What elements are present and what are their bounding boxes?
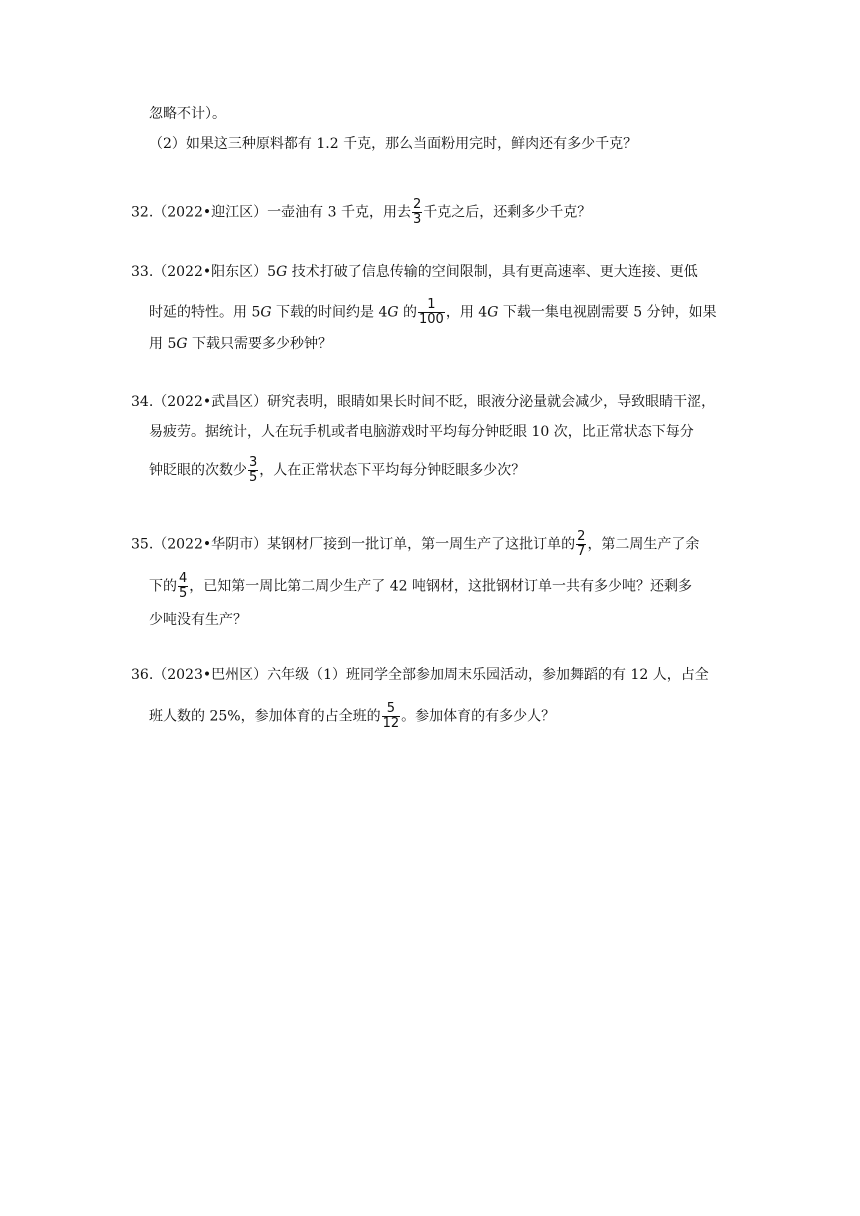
- question-34-line-2: 易疲劳。据统计，人在玩手机或者电脑游戏时平均每分钟眨眼 10 次，比正常状态下每分: [149, 424, 694, 440]
- q34-l3a: 钟眨眼的次数少: [149, 462, 247, 479]
- q36-fraction: [382, 702, 401, 731]
- question-33-line-3: [149, 334, 332, 354]
- q31-part-2: （2）如果这三种原料都有 1.2 千克，那么当面粉用完时，鲜肉还有多少千克？: [149, 136, 638, 152]
- q35-frac2-den: 5: [179, 586, 188, 601]
- question-33-line-1: [131, 262, 698, 282]
- question-35-line-1: [131, 530, 699, 559]
- q34-fraction: [248, 456, 258, 485]
- q33-g4: G: [176, 336, 188, 352]
- q34-frac-den: 5: [249, 470, 258, 485]
- q33-l3b: 下载只需要多少秒钟？: [187, 336, 332, 352]
- q33-frac-num: 1: [427, 297, 436, 312]
- question-34-line-1: 34.（2022•武昌区）研究表明，眼睛如果长时间不眨，眼液分泌量就会减少，导致眼睛干涩，: [131, 394, 716, 410]
- q33-g3: G: [487, 304, 499, 321]
- q35-l2a: 下的: [149, 578, 177, 595]
- q35-l1a: 35.（2022•华阴市）某钢材厂接到一批订单，第一周生产了这批订单的: [131, 536, 576, 553]
- q32-text-a: 32.（2022•迎江区）一壶油有 3 千克，用去: [131, 204, 411, 221]
- q33-frac-den: 100: [419, 312, 444, 327]
- q33-l2e: 下载一集电视剧需要 5 分钟，如果: [498, 304, 717, 321]
- q32-text-b: 千克之后，还剩多少千克？: [423, 204, 592, 221]
- question-35-line-3: 少吨没有生产？: [149, 612, 247, 628]
- q33-l3a: 用 5: [149, 336, 177, 352]
- q36-l2b: 。参加体育的有多少人？: [401, 708, 556, 725]
- q35-frac1-num: 2: [577, 529, 586, 544]
- q33-l2c: 的: [398, 304, 417, 321]
- q35-l1b: ，第二周生产了余: [587, 536, 700, 553]
- q33-l2d: ，用 4: [445, 304, 488, 321]
- q33-l1b: 技术打破了信息传输的空间限制，具有更高速率、更大连接、更低: [287, 264, 698, 280]
- q34-l3b: ，人在正常状态下平均每分钟眨眼多少次？: [259, 462, 526, 479]
- q36-frac-den: 12: [382, 716, 400, 731]
- q31-line-1: 忽略不计）。: [149, 106, 226, 122]
- q33-fraction: [418, 298, 445, 327]
- q35-fraction-1: [576, 530, 586, 559]
- q33-g: G: [276, 264, 288, 280]
- q33-l1: 33.（2022•阳东区）5: [131, 264, 277, 280]
- question-36-line-1: 36.（2023•巴州区）六年级（1）班同学全部参加周末乐园活动，参加舞蹈的有 12 人，占全: [131, 667, 709, 683]
- q36-frac-num: 5: [386, 701, 395, 716]
- q32-frac-num: 2: [412, 197, 422, 212]
- q36-l2a: 班人数的 25%，参加体育的占全班的: [149, 708, 381, 725]
- question-35-line-2: [149, 572, 692, 601]
- question-32: [131, 198, 591, 227]
- q34-frac-num: 3: [249, 455, 258, 470]
- q32-frac-den: 3: [412, 212, 422, 227]
- q32-fraction: [412, 198, 422, 227]
- q33-l2b: 下载的时间约是 4: [271, 304, 388, 321]
- q35-frac1-den: 7: [577, 544, 586, 559]
- q35-fraction-2: [178, 572, 188, 601]
- q35-frac2-num: 4: [179, 571, 188, 586]
- q33-l2a: 时延的特性。用 5: [149, 304, 261, 321]
- question-33-line-2: [149, 298, 717, 327]
- q35-l2b: ，已知第一周比第二周少生产了 42 吨钢材，这批钢材订单一共有多少吨？还剩多: [189, 578, 692, 595]
- question-36-line-2: [149, 702, 555, 731]
- question-34-line-3: [149, 456, 525, 485]
- q33-g2: G: [387, 304, 399, 321]
- q33-g1: G: [260, 304, 272, 321]
